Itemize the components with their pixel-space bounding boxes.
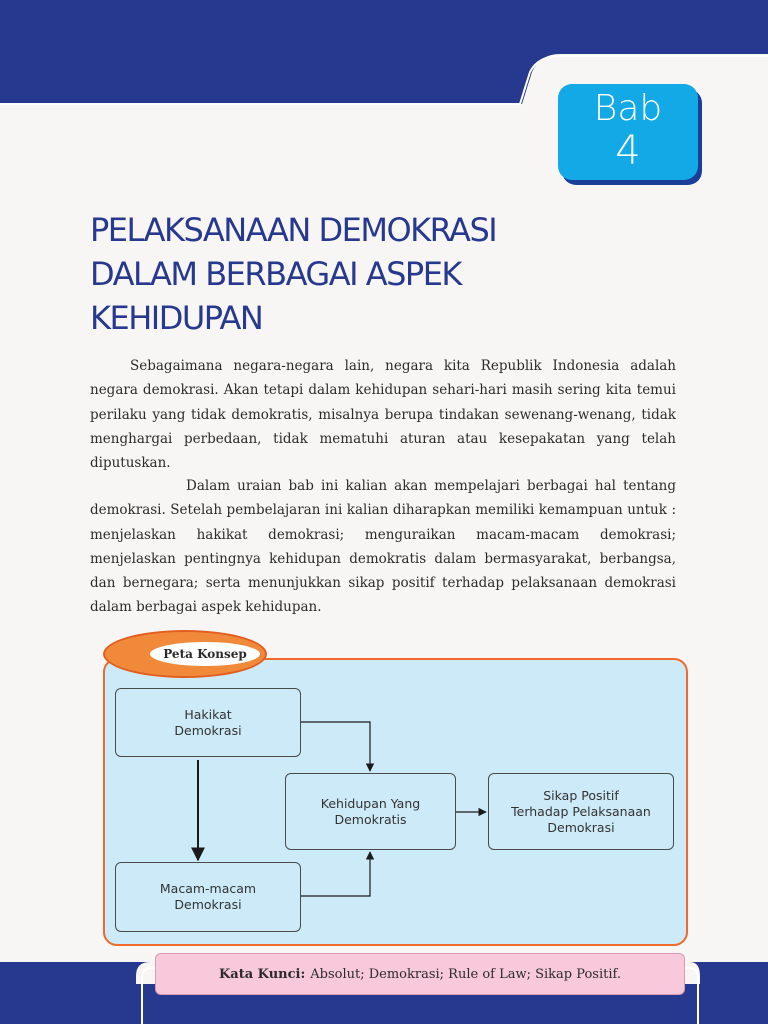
node-sikap-positif bbox=[488, 773, 674, 850]
chapter-number: 4 bbox=[615, 128, 641, 174]
node-hakikat-demokrasi bbox=[115, 688, 301, 757]
chapter-title-line-1: PELAKSANAAN DEMOKRASI bbox=[90, 211, 497, 249]
chapter-title-line-2: DALAM BERBAGAI ASPEK bbox=[90, 255, 461, 293]
node-macam-label: Macam-macam Demokrasi bbox=[159, 881, 257, 912]
concept-map-tab-label: Peta Konsep bbox=[150, 642, 260, 666]
chapter-label: Bab bbox=[593, 88, 663, 129]
node-sikap-label: Sikap Positif Terhadap Pelaksanaan Demokrasi bbox=[511, 787, 651, 835]
node-kehidupan-demokratis bbox=[285, 773, 456, 850]
intro-paragraph-1: Sebagaimana negara-negara lain, negara kita Republik Indonesia adalah negara demokrasi. Akan tetapi dalam kehidupan sehari-hari masih sering kita temui perilaku yang tidak demokratis, misalnya berupa tindakan sewenang-wenang, tidak menghargai perbedaan, tidak mematuhi aturan atau kesepakatan yang telah diputuskan. bbox=[90, 358, 676, 472]
intro-paragraph-2: Dalam uraian bab ini kalian akan mempelajari berbagai hal tentang demokrasi. Setelah pembelajaran ini kalian diharapkan memiliki kemampuan untuk : menjelaskan hakikat demokrasi; menguraikan macam-macam demokrasi; menjelaskan pentingnya kehidupan demokratis dalam bermasyarakat, berbangsa, dan bernegara; serta menunjukkan sikap positif terhadap pelaksanaan demokrasi dalam berbagai aspek kehidupan. bbox=[90, 478, 676, 616]
chapter-title bbox=[90, 208, 610, 340]
chapter-badge bbox=[558, 84, 698, 180]
keywords-label: Kata Kunci: bbox=[219, 966, 306, 982]
chapter-title-line-3: KEHIDUPAN bbox=[90, 299, 263, 337]
node-macam-demokrasi bbox=[115, 862, 301, 932]
node-hakikat-label: Hakikat Demokrasi bbox=[174, 706, 242, 738]
keywords-box bbox=[155, 953, 685, 995]
node-kehidupan-label: Kehidupan Yang Demokratis bbox=[320, 795, 421, 827]
keywords-value: Absolut; Demokrasi; Rule of Law; Sikap Positif. bbox=[310, 966, 621, 982]
